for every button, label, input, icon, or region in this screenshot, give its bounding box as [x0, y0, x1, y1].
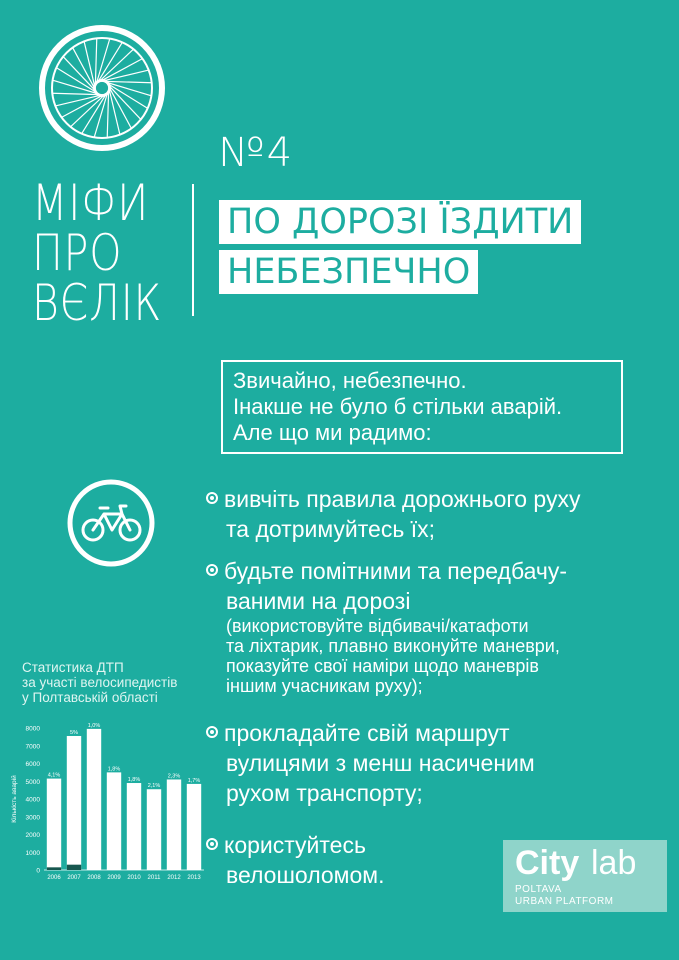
myths-line: ВЄЛІК — [32, 274, 163, 332]
chart-bar — [67, 736, 81, 870]
tip-2 — [206, 556, 567, 696]
tip-line: користуйтесь — [224, 832, 366, 858]
headline-line: НЕБЕЗПЕЧНО — [219, 250, 478, 294]
tip-subline: та ліхтарик, плавно виконуйте маневри, — [226, 636, 560, 656]
x-tick-label: 2010 — [127, 875, 141, 881]
y-tick-label: 4000 — [25, 796, 40, 804]
bicycle-wheel-icon — [36, 22, 168, 154]
y-axis-label: Кількість аварій — [11, 775, 18, 823]
data-label: 2,3% — [167, 773, 181, 780]
logo-city-text: City — [515, 844, 580, 882]
tip-subline: іншим учасникам руху); — [226, 676, 423, 696]
accident-chart — [8, 718, 208, 890]
intro-line: Але що ми радимо: — [233, 420, 432, 445]
stats-title-line: у Полтавській області — [22, 690, 158, 705]
data-label: 1,7% — [187, 777, 201, 784]
chart-bar — [127, 783, 141, 870]
tip-3 — [206, 718, 535, 808]
intro-box — [221, 360, 623, 454]
x-tick-label: 2007 — [67, 875, 81, 881]
divider — [192, 184, 194, 316]
tip-1 — [206, 484, 580, 544]
data-label: 2,1% — [147, 783, 161, 790]
y-tick-label: 1000 — [25, 849, 40, 857]
tip-line: будьте помітними та передбачу- — [224, 558, 568, 584]
chart-bar — [87, 729, 101, 870]
myths-line: ПРО — [32, 224, 123, 282]
tip-line: прокладайте свій маршрут — [224, 720, 510, 746]
data-label: 1,0% — [87, 722, 101, 729]
chart-bar — [47, 779, 61, 870]
x-tick-label: 2012 — [167, 875, 181, 881]
stats-title-line: Статистика ДТП — [22, 660, 124, 675]
x-tick-label: 2011 — [147, 875, 161, 881]
chart-bar-segment — [67, 865, 81, 870]
myths-title — [32, 174, 163, 332]
y-tick-label: 3000 — [25, 814, 40, 822]
x-tick-label: 2008 — [87, 875, 101, 881]
x-tick-label: 2006 — [47, 875, 61, 881]
chart-bar — [147, 789, 161, 870]
bullet-icon — [206, 564, 218, 576]
bicycle-icon — [66, 478, 156, 568]
tip-line: та дотримуйтесь їх; — [226, 516, 435, 542]
intro-line: Звичайно, небезпечно. — [233, 368, 467, 393]
y-tick-label: 2000 — [25, 832, 40, 839]
citylab-logo — [503, 840, 667, 912]
tip-line: вивчіть правила дорожнього руху — [224, 486, 581, 512]
logo-subtitle: URBAN PLATFORM — [515, 896, 614, 907]
chart-bar — [167, 779, 181, 870]
x-tick-label: 2013 — [187, 875, 201, 881]
tip-line: велошоломом. — [226, 862, 385, 888]
chart-bar — [187, 784, 201, 870]
y-tick-label: 7000 — [25, 743, 40, 751]
data-label: 4,1% — [47, 772, 61, 779]
chart-bar-segment — [47, 867, 61, 870]
tip-subline: показуйте свої наміри щодо маневрів — [226, 656, 539, 676]
data-label: 1,8% — [127, 777, 141, 784]
intro-line: Інакше не було б стільки аварій. — [233, 394, 563, 419]
chart-bar — [107, 772, 121, 870]
tip-line: ваними на дорозі — [226, 588, 411, 614]
bullet-icon — [206, 492, 218, 504]
myth-number: №4 — [218, 130, 295, 176]
logo-lab-text: lab — [591, 844, 637, 882]
tip-subline: (використовуйте відбивачі/катафоти — [226, 616, 529, 636]
y-tick-label: 0 — [36, 867, 40, 875]
logo-subtitle: POLTAVA — [515, 884, 562, 895]
y-tick-label: 8000 — [25, 725, 40, 733]
tip-4 — [206, 830, 384, 890]
stats-title — [22, 660, 177, 705]
y-tick-label: 6000 — [25, 761, 40, 768]
stats-title-line: за участі велосипедистів — [22, 675, 178, 690]
data-label: 5% — [70, 729, 78, 736]
headline-line: ПО ДОРОЗІ ЇЗДИТИ — [219, 200, 581, 244]
data-label: 1,8% — [107, 766, 121, 773]
myths-line: МІФИ — [32, 174, 149, 232]
x-tick-label: 2009 — [107, 875, 121, 881]
tip-line: вулицями з менш насиченим — [226, 750, 535, 776]
y-tick-label: 5000 — [25, 778, 40, 786]
tip-line: рухом транспорту; — [226, 780, 423, 806]
